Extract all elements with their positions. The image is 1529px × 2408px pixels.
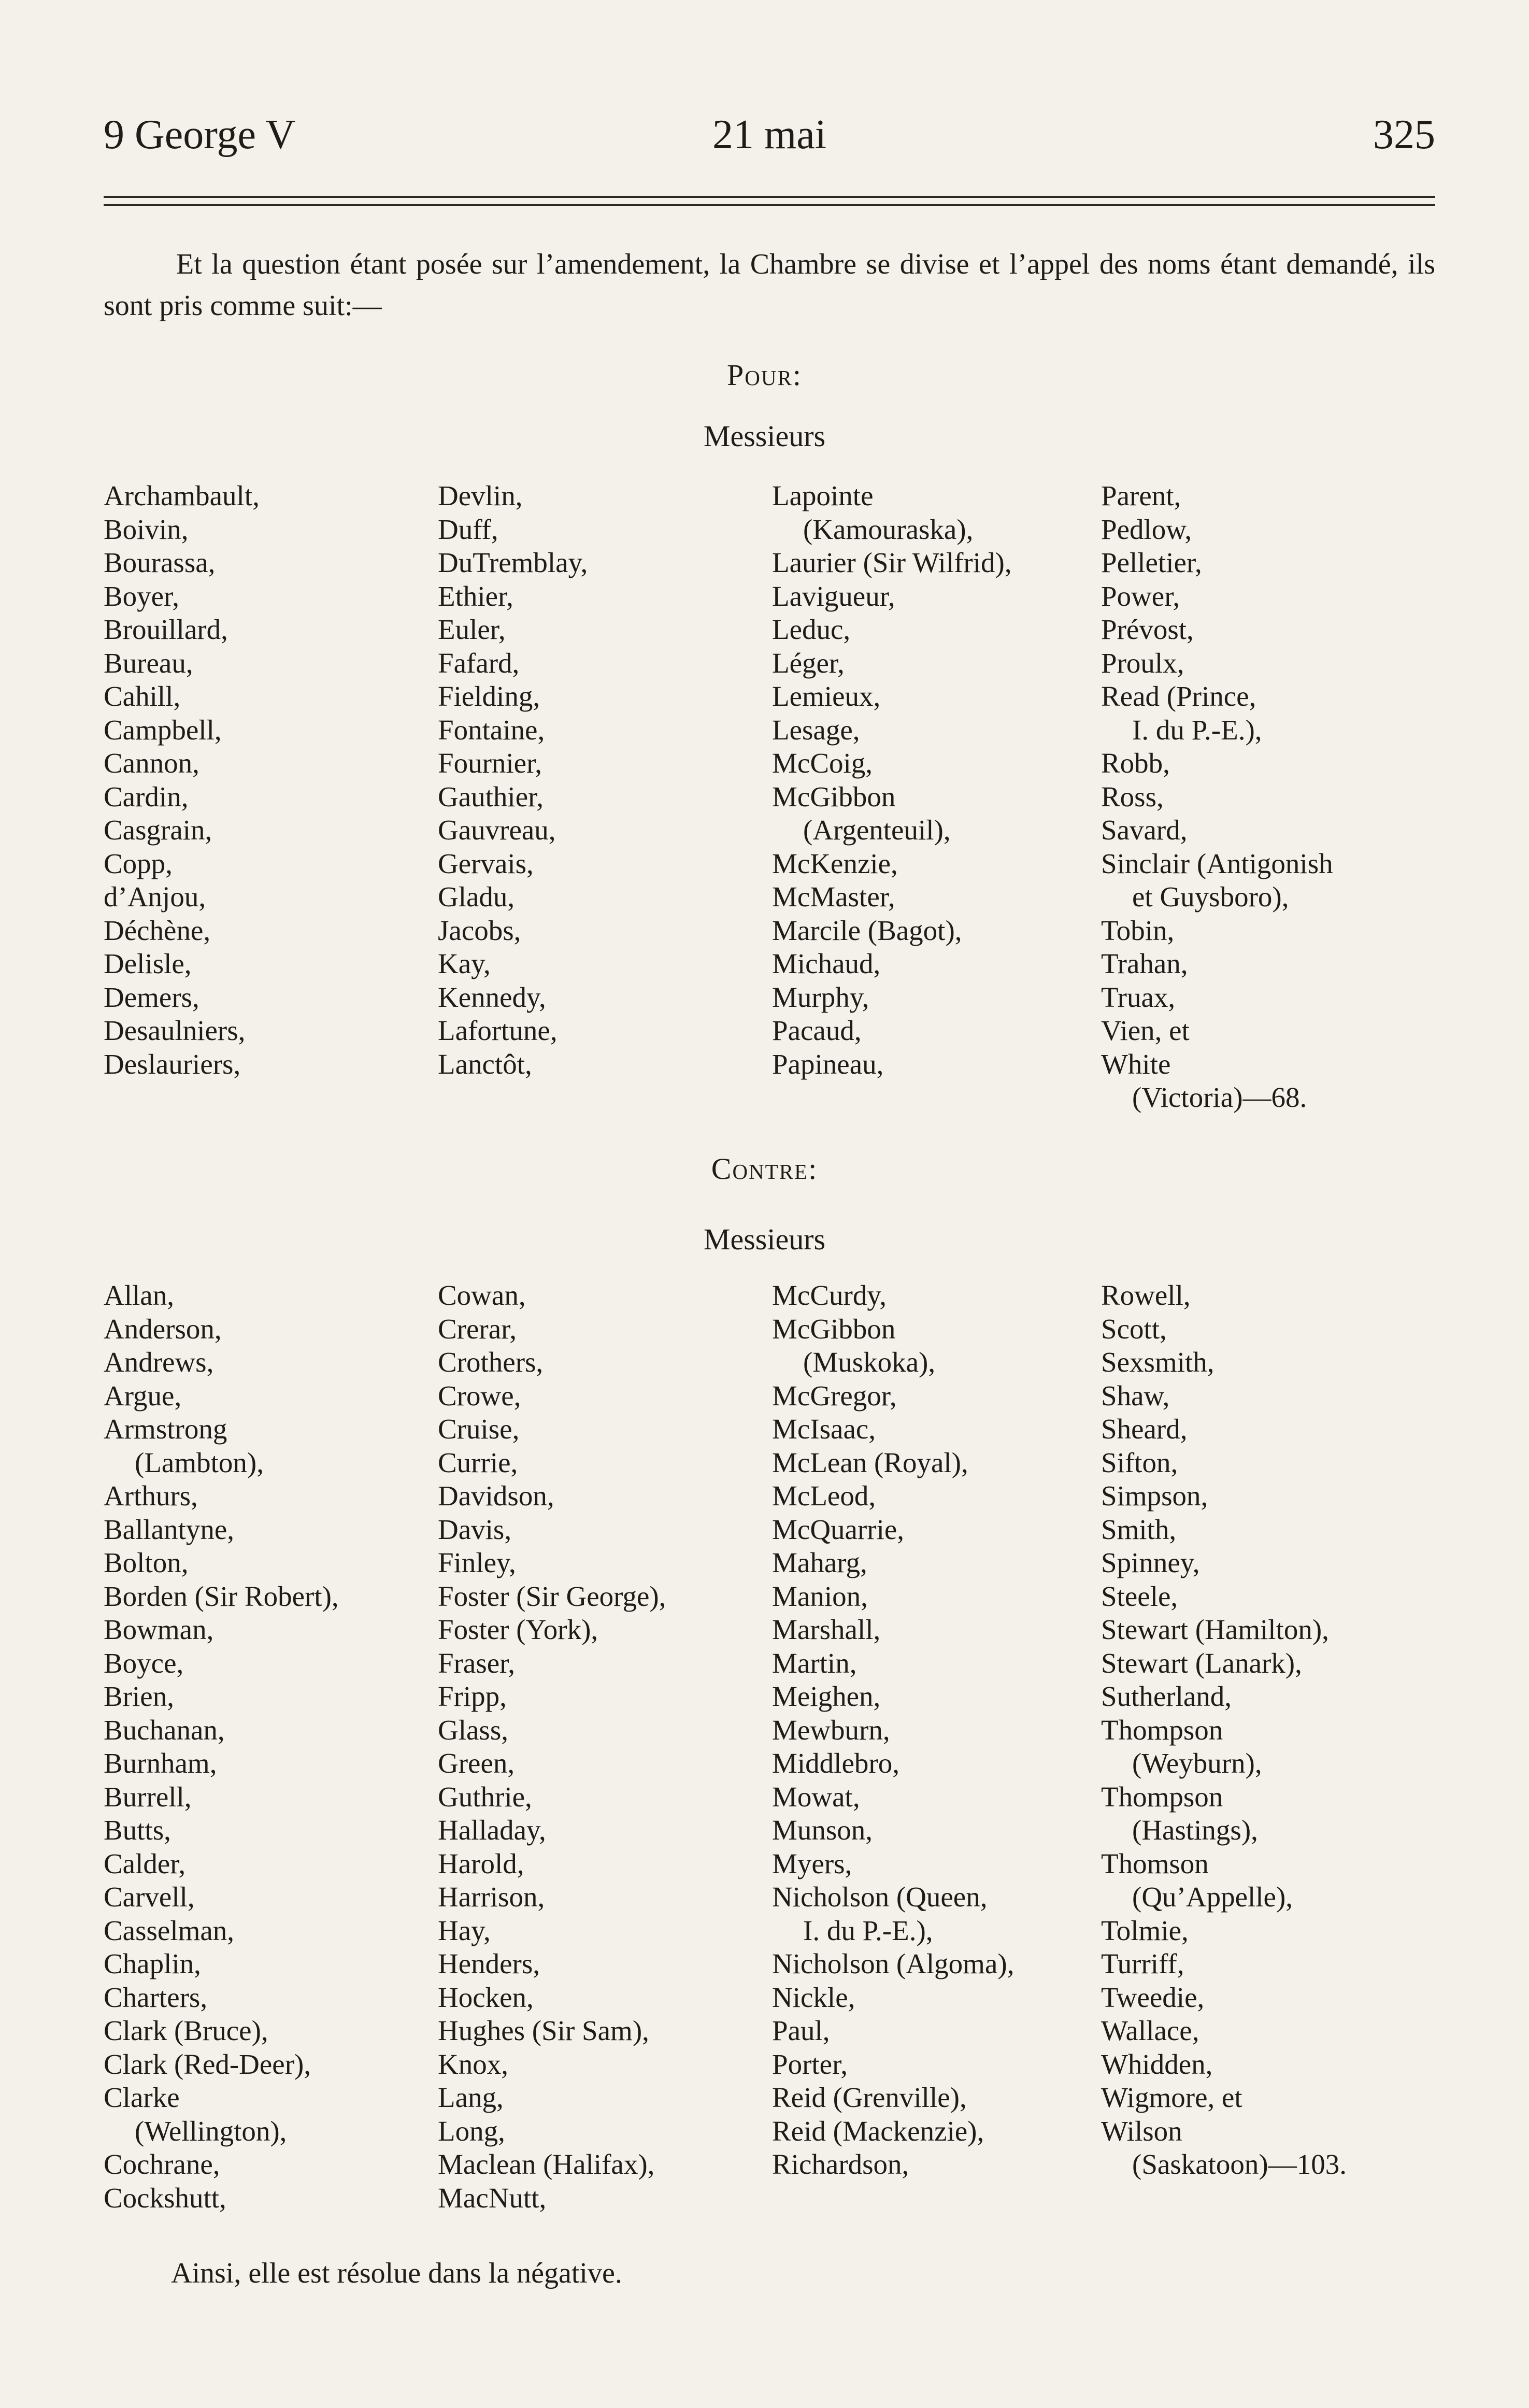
member-name: McCurdy, [772,1279,887,1311]
member-name: Boyer, [104,580,179,612]
member-name: Déchène, [104,914,211,946]
member-name: Stewart (Hamilton), [1101,1614,1329,1645]
contre-subheading: Messieurs [703,1222,826,1256]
member-name: Middlebro, [772,1747,899,1779]
member-name: Gauvreau, [438,814,556,846]
member-name: Harrison, [438,1881,545,1913]
member-name: Foster (Sir George), [438,1580,666,1612]
member-name: Fraser, [438,1647,515,1679]
member-name: Pelletier, [1101,547,1202,578]
member-name: (Qu’Appelle), [1132,1881,1293,1913]
member-name: McLean (Royal), [772,1446,968,1478]
member-name: Jacobs, [438,914,521,946]
member-name: Marshall, [772,1614,881,1645]
member-name: Whidden, [1101,2048,1213,2080]
member-name: Sexsmith, [1101,1346,1214,1378]
member-name: McGregor, [772,1379,897,1412]
member-name: Bourassa, [104,547,216,578]
member-name: Kay, [438,948,491,979]
member-name: Archambault, [104,480,260,511]
member-name: Charters, [104,1981,208,2013]
member-name: McGibbon [772,780,896,813]
member-name: Davidson, [438,1480,554,1512]
member-name: Sinclair (Antigonish [1101,847,1333,879]
member-name: Wigmore, et [1101,2082,1242,2113]
member-name: Tweedie, [1101,1981,1205,2013]
member-name: Foster (York), [438,1614,598,1645]
member-name: Manion, [772,1580,868,1612]
member-name: Paul, [772,2015,830,2046]
member-name: Cahill, [104,680,181,712]
contre-column-4 [1101,1279,1347,2182]
member-name: d’Anjou, [104,881,206,913]
contre-column-2 [438,1279,666,2215]
member-name: Boyce, [104,1647,184,1679]
member-name: Clarke [104,2082,180,2113]
pour-subheading: Messieurs [703,419,826,453]
member-name: Marcile (Bagot), [772,914,962,946]
member-name: Anderson, [104,1313,222,1345]
member-name: Cockshutt, [104,2182,226,2214]
member-name: Bolton, [104,1547,189,1578]
member-name: Mewburn, [772,1714,890,1746]
member-name: Campbell, [104,714,222,746]
member-name: Butts, [104,1814,171,1846]
member-name: Brien, [104,1680,174,1712]
member-name: White [1101,1048,1171,1080]
member-name: Simpson, [1101,1480,1208,1512]
member-name: Nickle, [772,1981,855,2013]
member-name: Long, [438,2115,505,2147]
member-name: Crowe, [438,1379,521,1412]
member-name: McIsaac, [772,1413,876,1445]
member-name: Vien, et [1101,1015,1190,1046]
pour-heading: Pour: [727,358,802,392]
member-name: Lemieux, [772,680,881,712]
member-name: (Weyburn), [1132,1747,1262,1779]
member-name: Savard, [1101,814,1188,846]
member-name: (Muskoka), [803,1346,936,1378]
member-name: Casselman, [104,1914,235,1946]
pour-column-4 [1101,479,1333,1115]
member-name: Allan, [104,1279,174,1311]
member-name: Cochrane, [104,2148,220,2180]
member-name: Robb, [1101,747,1170,779]
member-name: (Saskatoon)—103. [1132,2148,1347,2180]
member-name: MacNutt, [438,2182,547,2214]
contre-column-3 [772,1279,1014,2182]
member-name: Truax, [1101,981,1176,1013]
member-name: Crerar, [438,1313,517,1345]
page-header [104,111,1435,168]
member-name: Martin, [772,1647,857,1679]
member-name: Arthurs, [104,1480,198,1512]
member-name: Read (Prince, [1101,680,1256,712]
member-name: I. du P.-E.), [1132,714,1262,746]
member-name: Buchanan, [104,1714,225,1746]
member-name: Gauthier, [438,780,544,813]
member-name: Hughes (Sir Sam), [438,2015,649,2046]
member-name: Papineau, [772,1048,884,1080]
member-name: Pacaud, [772,1015,862,1046]
member-name: Fafard, [438,647,520,679]
member-name: Stewart (Lanark), [1101,1647,1302,1679]
member-name: McQuarrie, [772,1513,905,1545]
member-name: Steele, [1101,1580,1178,1612]
member-name: (Kamouraska), [803,513,974,545]
member-name: Lafortune, [438,1015,558,1046]
member-name: Bowman, [104,1614,214,1645]
member-name: (Hastings), [1132,1814,1258,1846]
member-name: Porter, [772,2048,848,2080]
member-name: Thompson [1101,1714,1223,1746]
member-name: Henders, [438,1948,540,1979]
member-name: Tobin, [1101,914,1175,946]
member-name: (Wellington), [135,2115,287,2147]
intro-paragraph: Et la question étant posée sur l’amendement, la Chambre se divise et l’appel des noms étant demandé, ils sont pris comme suit:— [104,248,1435,322]
member-name: Shaw, [1101,1379,1170,1412]
member-name: Parent, [1101,480,1181,511]
member-name: Davis, [438,1513,512,1545]
member-name: Tolmie, [1101,1914,1189,1946]
member-name: McCoig, [772,747,873,779]
member-name: Bureau, [104,647,193,679]
member-name: Delisle, [104,948,192,979]
member-name: Hocken, [438,1981,534,2013]
member-name: Sutherland, [1101,1680,1232,1712]
member-name: Léger, [772,647,845,679]
member-name: Meighen, [772,1680,881,1712]
member-name: Lavigueur, [772,580,895,612]
member-name: Fielding, [438,680,540,712]
member-name: Carvell, [104,1881,195,1913]
member-name: Lesage, [772,714,860,746]
member-name: Ethier, [438,580,513,612]
member-name: Spinney, [1101,1547,1200,1578]
member-name: Gervais, [438,847,534,879]
pour-column-2 [438,479,588,1081]
member-name: Duff, [438,513,498,545]
page-number: 325 [1373,112,1435,158]
member-name: McMaster, [772,881,895,913]
member-name: Leduc, [772,614,851,645]
pour-column-3 [772,479,1012,1081]
member-name: Nicholson (Queen, [772,1881,988,1913]
member-name: Lang, [438,2082,504,2113]
member-name: (Victoria)—68. [1132,1081,1307,1113]
member-name: Sheard, [1101,1413,1188,1445]
member-name: Borden (Sir Robert), [104,1580,339,1612]
member-name: Prévost, [1101,614,1194,645]
member-name: Crothers, [438,1346,544,1378]
member-name: Lapointe [772,480,874,511]
member-name: Burrell, [104,1780,192,1813]
member-name: Ballantyne, [104,1513,235,1545]
member-name: Hay, [438,1914,491,1946]
member-name: Cardin, [104,780,189,813]
member-name: Burnham, [104,1747,217,1779]
member-name: Cannon, [104,747,199,779]
member-name: et Guysboro), [1132,881,1289,913]
member-name: Laurier (Sir Wilfrid), [772,547,1012,578]
member-name: Copp, [104,847,173,879]
member-name: Euler, [438,614,506,645]
member-name: Michaud, [772,948,881,979]
member-name: Wilson [1101,2115,1182,2147]
member-name: Reid (Mackenzie), [772,2115,984,2147]
member-name: Turriff, [1101,1948,1184,1979]
member-name: McLeod, [772,1480,876,1512]
member-name: (Lambton), [135,1446,264,1478]
member-name: Mowat, [772,1780,860,1813]
member-name: Smith, [1101,1513,1177,1545]
member-name: Halladay, [438,1814,546,1846]
contre-column-1 [104,1279,339,2215]
member-name: Reid (Grenville), [772,2082,967,2113]
member-name: Myers, [772,1847,852,1879]
member-name: Guthrie, [438,1780,532,1813]
member-name: I. du P.-E.), [803,1914,933,1946]
member-name: Kennedy, [438,981,546,1013]
member-name: Pedlow, [1101,513,1192,545]
member-name: Rowell, [1101,1279,1191,1311]
member-name: Clark (Bruce), [104,2015,268,2046]
member-name: Calder, [104,1847,186,1879]
member-name: Richardson, [772,2148,909,2180]
member-name: Finley, [438,1547,516,1578]
member-name: Fournier, [438,747,542,779]
member-name: Brouillard, [104,614,228,645]
member-name: Knox, [438,2048,508,2080]
member-name: Fripp, [438,1680,507,1712]
member-name: Demers, [104,981,199,1013]
member-name: Wallace, [1101,2015,1199,2046]
member-name: Cowan, [438,1279,526,1311]
member-name: Scott, [1101,1313,1167,1345]
member-name: Clark (Red-Deer), [104,2048,311,2080]
member-name: Fontaine, [438,714,545,746]
member-name: Chaplin, [104,1948,201,1979]
member-name: Casgrain, [104,814,212,846]
member-name: Armstrong [104,1413,227,1445]
header-rule-top [104,196,1435,198]
member-name: Green, [438,1747,515,1779]
member-name: Murphy, [772,981,869,1013]
member-name: Boivin, [104,513,189,545]
pour-column-1 [104,479,260,1081]
page-date: 21 mai [712,112,826,158]
member-name: Desaulniers, [104,1015,246,1046]
member-name: Lanctôt, [438,1048,532,1080]
member-name: Andrews, [104,1346,214,1378]
contre-heading: Contre: [711,1152,818,1186]
member-name: Argue, [104,1379,182,1412]
member-name: Gladu, [438,881,515,913]
closing-sentence: Ainsi, elle est résolue dans la négative. [171,2257,622,2289]
member-name: Power, [1101,580,1180,612]
member-name: Thomson [1101,1847,1209,1879]
member-name: Ross, [1101,780,1164,813]
member-name: Trahan, [1101,948,1188,979]
member-name: DuTremblay, [438,547,588,578]
member-name: Glass, [438,1714,508,1746]
member-name: Cruise, [438,1413,520,1445]
member-name: Deslauriers, [104,1048,241,1080]
member-name: Harold, [438,1847,524,1879]
session-reference: 9 George V [104,112,296,158]
header-rule-bottom [104,204,1435,206]
member-name: Munson, [772,1814,873,1846]
member-name: McGibbon [772,1313,896,1345]
member-name: Maharg, [772,1547,867,1578]
member-name: Thompson [1101,1780,1223,1813]
member-name: (Argenteuil), [803,814,951,846]
member-name: Currie, [438,1446,518,1478]
member-name: Nicholson (Algoma), [772,1948,1014,1979]
member-name: Proulx, [1101,647,1184,679]
member-name: McKenzie, [772,847,898,879]
member-name: Devlin, [438,480,523,511]
member-name: Maclean (Halifax), [438,2148,655,2180]
member-name: Sifton, [1101,1446,1178,1478]
